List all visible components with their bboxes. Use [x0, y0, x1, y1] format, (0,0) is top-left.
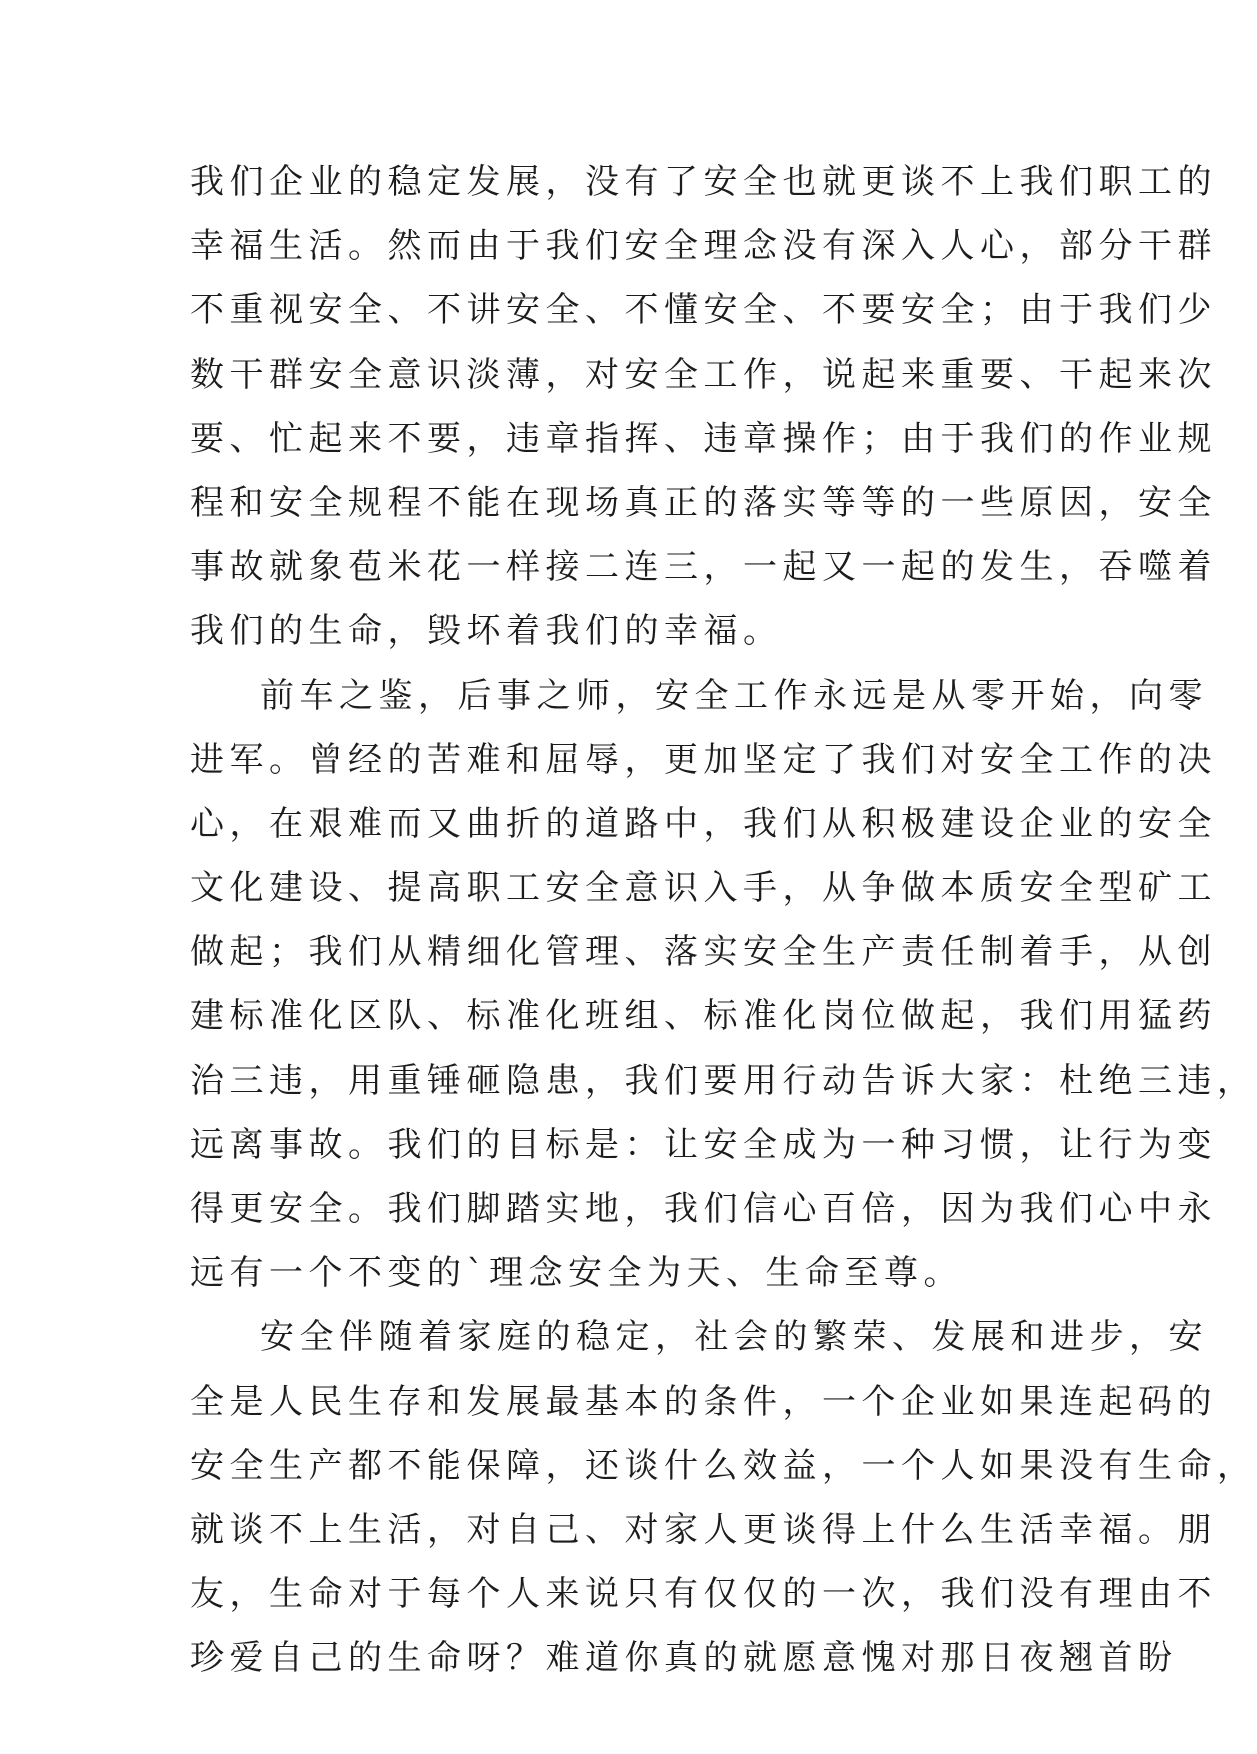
text-line-7: 事故就象苞米花一样接二连三，一起又一起的发生，吞噬着: [190, 547, 1217, 588]
text-line-16: 远离事故。我们的目标是：让安全成为一种习惯，让行为变: [190, 1124, 1217, 1165]
text-line-4: 数干群安全意识淡薄，对安全工作，说起来重要、干起来次: [190, 354, 1217, 395]
paragraph-3-first-line: 安全伴随着家庭的稳定，社会的繁荣、发展和进步，安: [260, 1317, 1208, 1358]
text-line-20: 全是人民生存和发展最基本的条件，一个企业如果连起码的: [190, 1381, 1217, 1422]
text-line-2: 幸福生活。然而由于我们安全理念没有深入人心，部分干群: [190, 226, 1217, 267]
text-line-13: 做起；我们从精细化管理、落实安全生产责任制着手，从创: [190, 932, 1217, 973]
text-line-12: 文化建设、提高职工安全意识入手，从争做本质安全型矿工: [190, 868, 1217, 909]
text-line-24: 珍爱自己的生命呀？难道你真的就愿意愧对那日夜翘首盼: [190, 1638, 1178, 1679]
text-line-18: 远有一个不变的`理念安全为天、生命至尊。: [190, 1253, 963, 1294]
text-line-8: 我们的生命，毁坏着我们的幸福。: [190, 611, 783, 652]
text-line-1: 我们企业的稳定发展，没有了安全也就更谈不上我们职工的: [190, 162, 1217, 202]
text-line-21: 安全生产都不能保障，还谈什么效益，一个人如果没有生命，: [190, 1445, 1257, 1486]
text-line-22: 就谈不上生活，对自己、对家人更谈得上什么生活幸福。朋: [190, 1509, 1217, 1550]
text-line-6: 程和安全规程不能在现场真正的落实等等的一些原因，安全: [190, 482, 1217, 523]
paragraph-2-first-line: 前车之鉴，后事之师，安全工作永远是从零开始，向零: [260, 675, 1208, 716]
text-line-10: 进军。曾经的苦难和屈辱，更加坚定了我们对安全工作的决: [190, 739, 1217, 780]
text-line-14: 建标准化区队、标准化班组、标准化岗位做起，我们用猛药: [190, 996, 1217, 1037]
document-body: [190, 150, 1257, 1691]
text-line-3: 不重视安全、不讲安全、不懂安全、不要安全；由于我们少: [190, 290, 1217, 331]
text-line-15: 治三违，用重锤砸隐患，我们要用行动告诉大家：杜绝三违，: [190, 1060, 1257, 1101]
text-line-11: 心，在艰难而又曲折的道路中，我们从积极建设企业的安全: [190, 803, 1217, 844]
text-line-17: 得更安全。我们脚踏实地，我们信心百倍，因为我们心中永: [190, 1189, 1217, 1229]
text-line-23: 友，生命对于每个人来说只有仅仅的一次，我们没有理由不: [190, 1574, 1217, 1615]
text-line-5: 要、忙起来不要，违章指挥、违章操作；由于我们的作业规: [190, 418, 1217, 459]
